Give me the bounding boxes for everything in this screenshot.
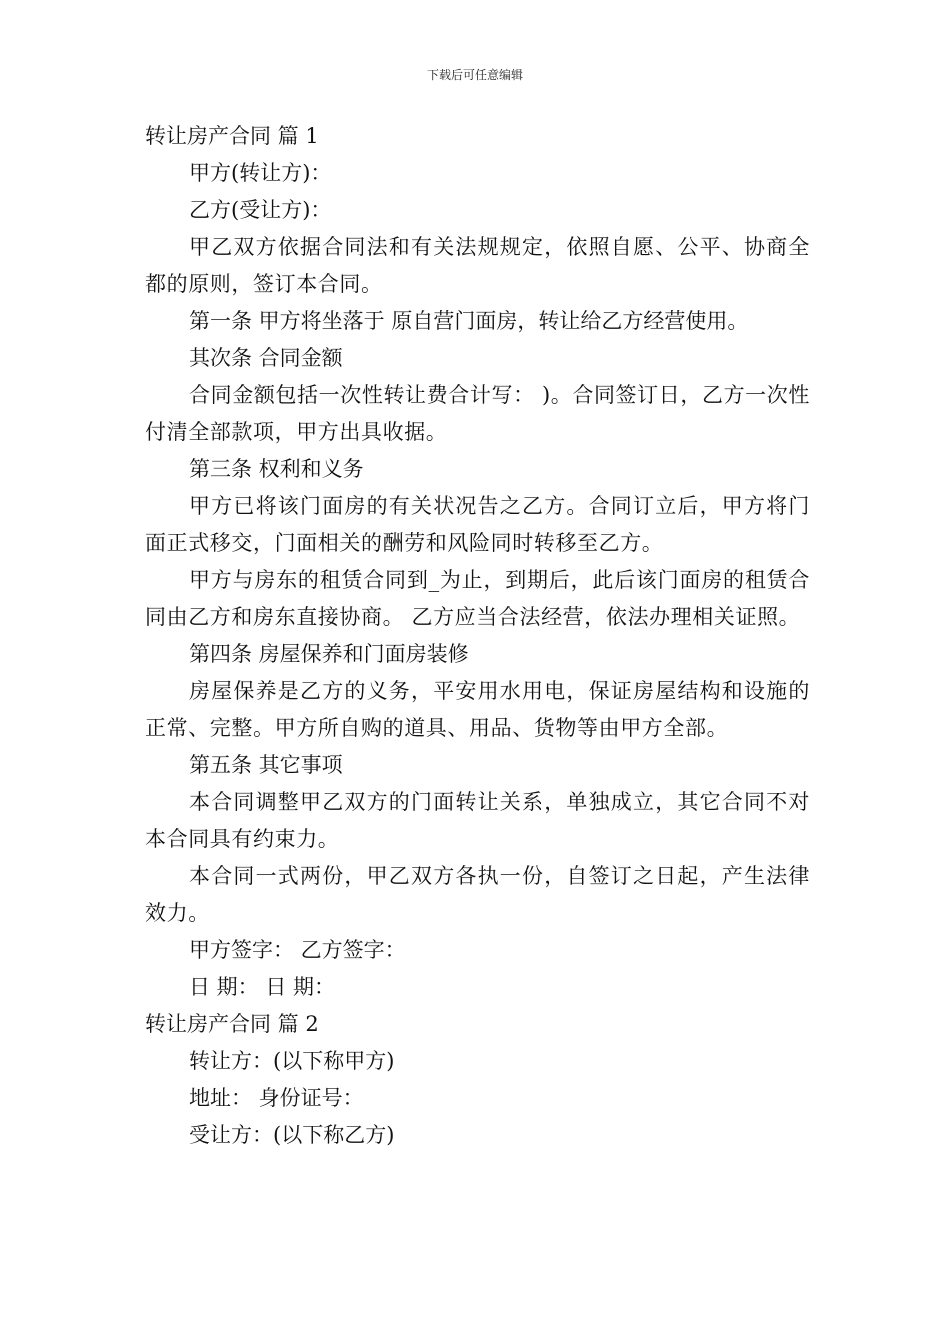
- date-line: 日 期： 日 期：: [189, 975, 336, 999]
- address-line: 地址： 身份证号：: [189, 1086, 364, 1110]
- header-note: 下载后可任意编辑: [426, 68, 523, 82]
- document-body: [145, 118, 810, 1154]
- signature-line: 甲方签字： 乙方签字：: [189, 938, 406, 962]
- article5-title: 第五条 其它事项: [189, 753, 343, 777]
- article5-paragraph-2: 本合同一式两份，甲乙双方各执一份，自签订之日起，产生法律效力。: [145, 864, 810, 925]
- article1-line: 第一条 甲方将坐落于 原自营门面房，转让给乙方经营使用。: [189, 309, 749, 333]
- article3-paragraph-1: 甲方已将该门面房的有关状况告之乙方。合同订立后，甲方将门面正式移交，门面相关的酬劳和风险同时转移至乙方。: [145, 494, 810, 555]
- transferee-line: 受让方：(以下称乙方): [189, 1123, 395, 1147]
- section1-title: 转让房产合同 篇 1: [145, 124, 319, 148]
- article4-title: 第四条 房屋保养和门面房装修: [189, 642, 469, 666]
- article2-paragraph: 合同金额包括一次性转让费合计写： )。合同签订日，乙方一次性付清全部款项，甲方出具收据。: [145, 383, 810, 444]
- article2-title: 其次条 合同金额: [189, 346, 343, 370]
- party-a-line: 甲方(转让方)：: [189, 161, 332, 185]
- article3-paragraph-2: 甲方与房东的租赁合同到_为止，到期后，此后该门面房的租赁合同由乙方和房东直接协商。 乙方应当合法经营，依法办理相关证照。: [145, 568, 810, 629]
- article4-paragraph: 房屋保养是乙方的义务，平安用水用电，保证房屋结构和设施的正常、完整。甲方所自购的道具、用品、货物等由甲方全部。: [145, 679, 810, 740]
- section2-title: 转让房产合同 篇 2: [145, 1012, 319, 1036]
- transferor-line: 转让方：(以下称甲方): [189, 1049, 395, 1073]
- party-b-line: 乙方(受让方)：: [189, 198, 332, 222]
- article3-title: 第三条 权利和义务: [189, 457, 364, 481]
- article5-paragraph-1: 本合同调整甲乙双方的门面转让关系，单独成立，其它合同不对本合同具有约束力。: [145, 790, 810, 851]
- intro-paragraph: 甲乙双方依据合同法和有关法规规定，依照自愿、公平、协商全都的原则，签订本合同。: [145, 235, 810, 296]
